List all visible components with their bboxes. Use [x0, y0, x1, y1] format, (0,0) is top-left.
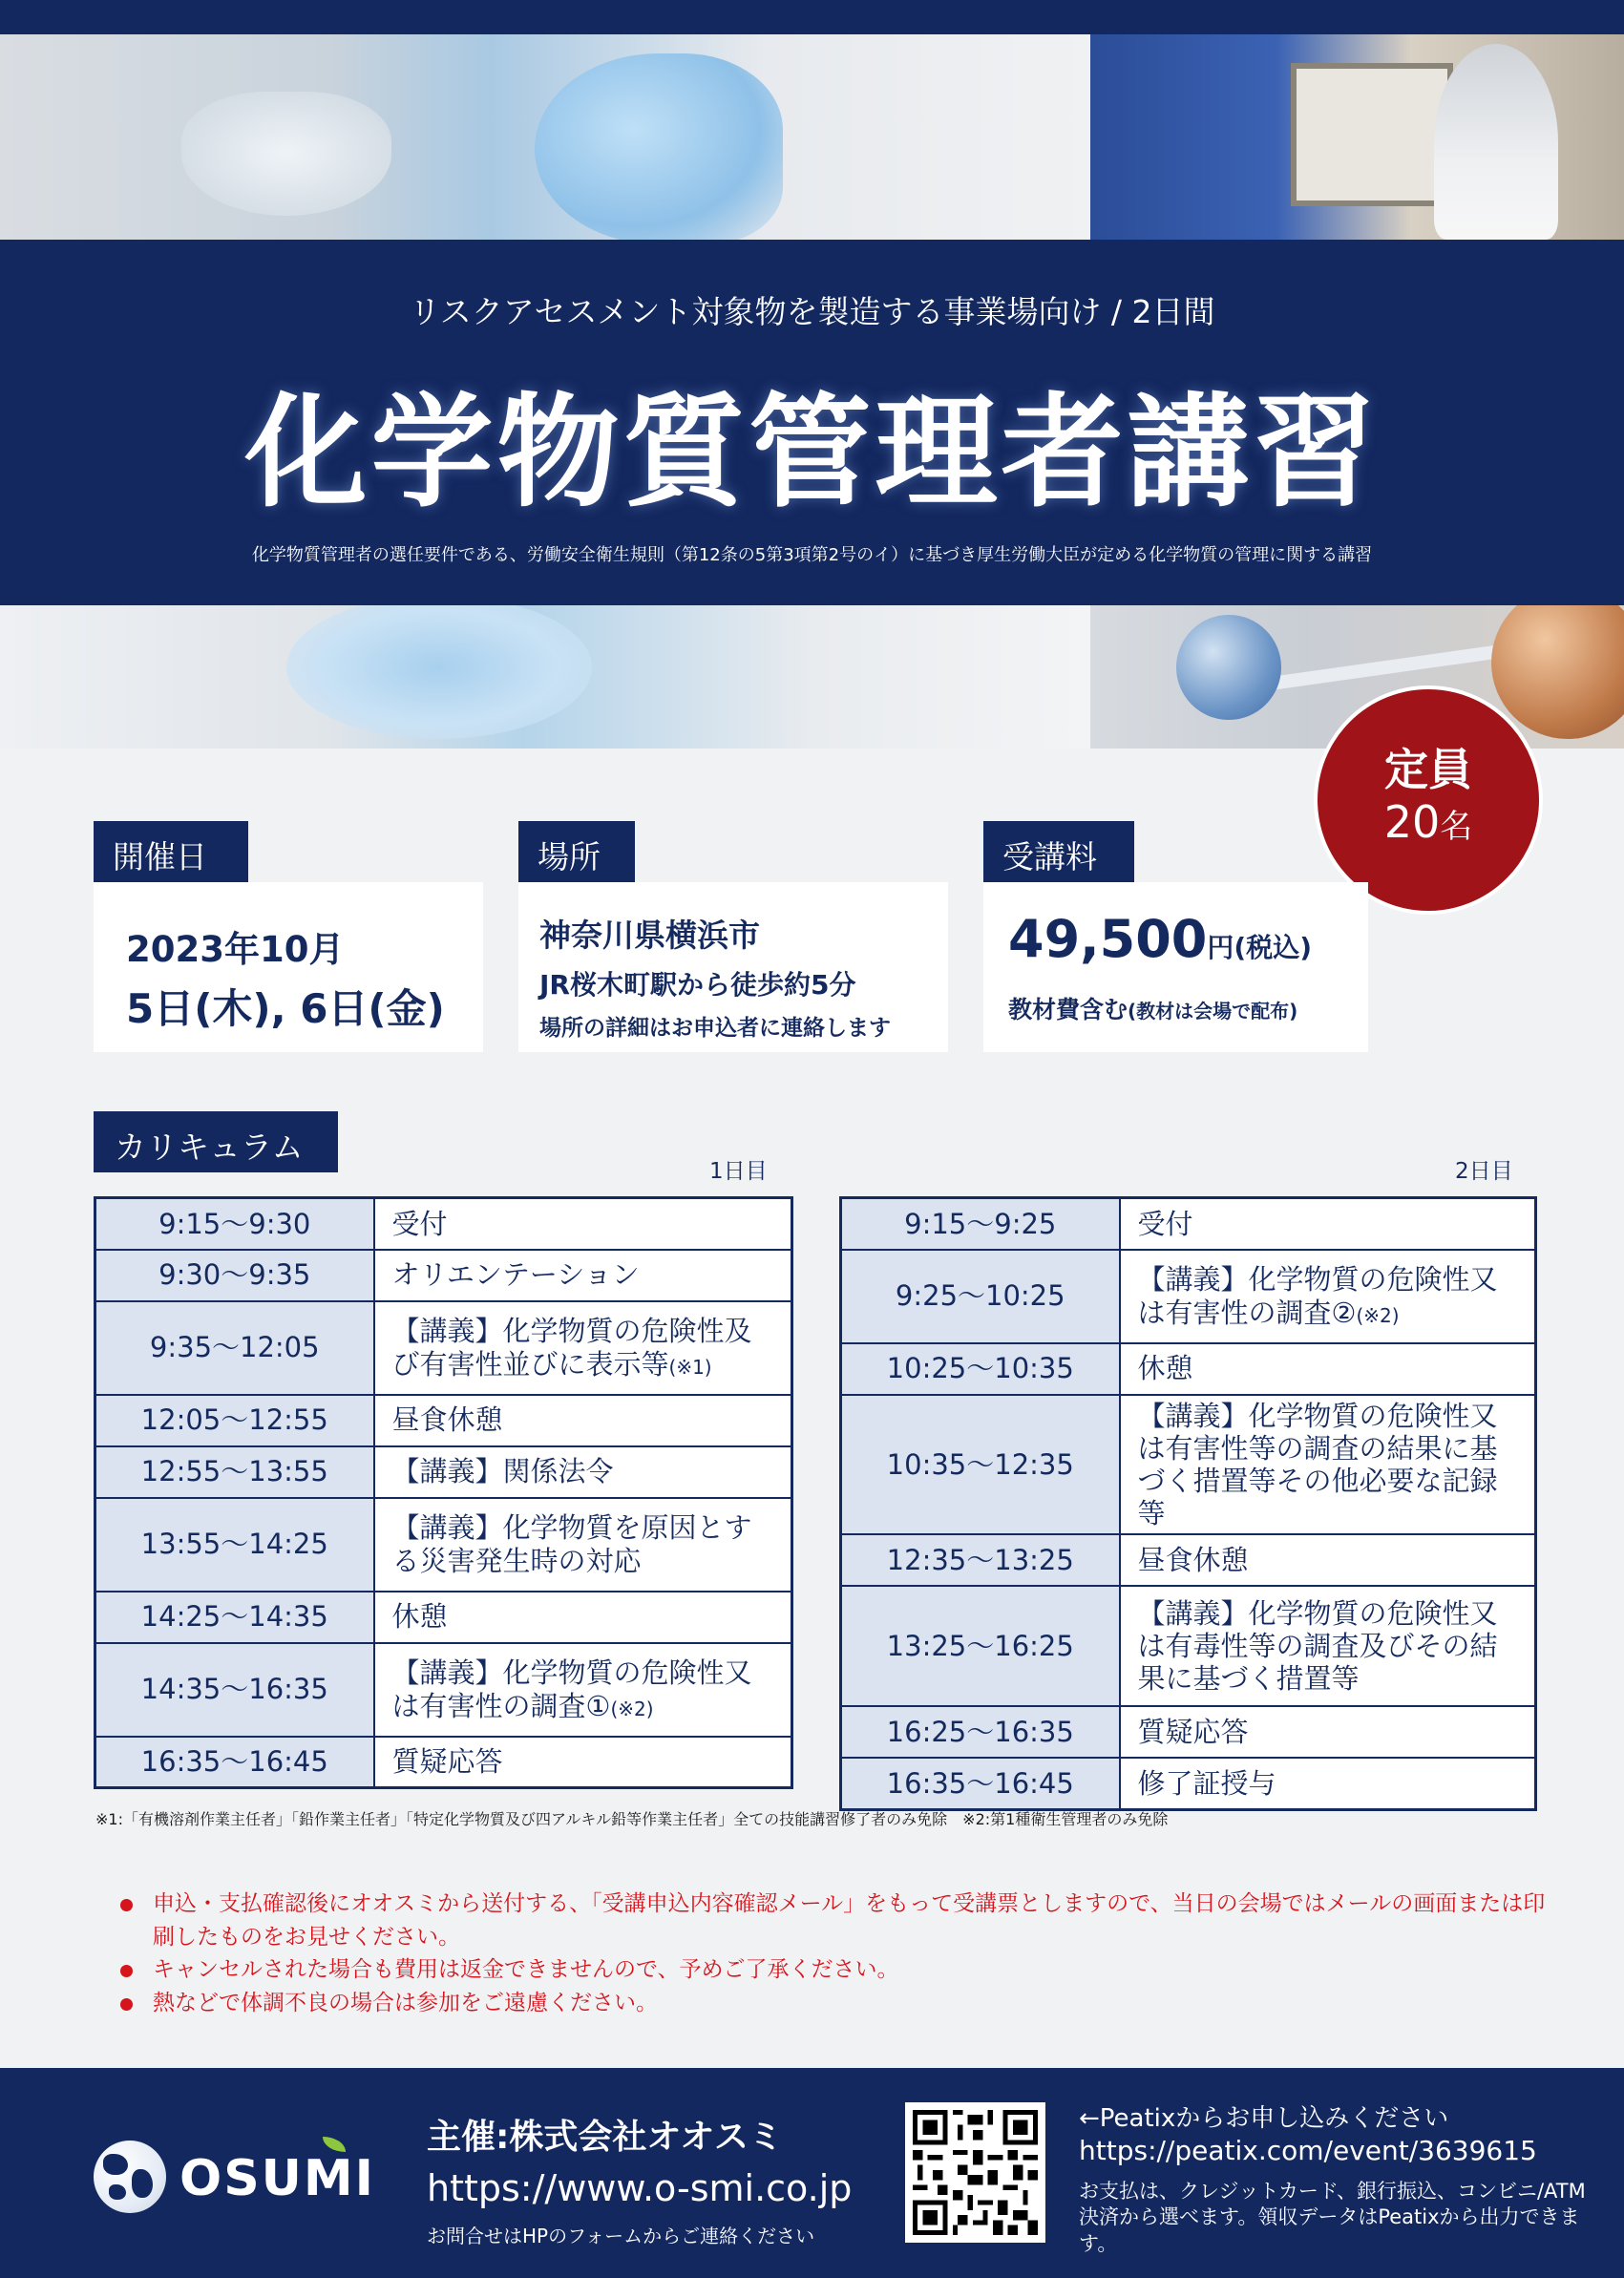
schedule-row: [841, 1198, 1536, 1250]
capacity-label: 定員: [1384, 744, 1472, 795]
schedule-item: [1120, 1395, 1536, 1535]
notice-item: [113, 1888, 1564, 1953]
contact-note: お問合せはHPのフォームからご連絡ください: [427, 2225, 815, 2247]
schedule-item: [374, 1395, 792, 1446]
schedule-row: [95, 1498, 792, 1592]
schedule-time: 9:15～9:30: [95, 1198, 374, 1250]
schedule-item-text: 【講義】化学物質の危険性又は有毒性等の調査及びその結果に基づく措置等: [1137, 1597, 1498, 1696]
schedule-item-text: 受付: [391, 1207, 448, 1240]
schedule-item-text: 【講義】化学物質を原因とする災害発生時の対応: [391, 1511, 752, 1577]
hero-note: 化学物質管理者の選任要件である、労働安全衛生規則（第12条の5第3項第2号のイ）に基づき厚生労働大臣が定める化学物質の管理に関する講習: [251, 545, 1373, 565]
organizer: 主催:株式会社オオスミ: [427, 2118, 783, 2157]
photo-glove-shape: [535, 53, 783, 240]
organizer-url-link[interactable]: https://www.o-smi.co.jp: [427, 2167, 853, 2209]
schedule-item: [1120, 1250, 1536, 1343]
capacity-badge: [1314, 686, 1543, 915]
hero-photo-lab: [0, 34, 1090, 240]
schedule-item-text: 【講義】化学物質の危険性又は有害性等の調査の結果に基づく措置等その他必要な記録等: [1137, 1399, 1498, 1530]
schedule-item: [374, 1301, 792, 1395]
schedule-time: 16:25～16:35: [841, 1706, 1120, 1758]
globe-land-shape: [132, 2169, 153, 2198]
schedule-item: [374, 1498, 792, 1592]
schedule-item: [374, 1643, 792, 1737]
schedule-item-text: 休憩: [391, 1600, 448, 1634]
globe-land-shape: [109, 2184, 126, 2200]
schedule-row: [841, 1586, 1536, 1706]
hero-photo-lab-bottom: [0, 605, 1090, 749]
place-heading: 場所: [518, 821, 635, 882]
schedule-item: [374, 1737, 792, 1788]
peatix-url-link[interactable]: https://peatix.com/event/3639615: [1079, 2135, 1537, 2166]
capacity-value: [1318, 796, 1539, 848]
schedule-time: 12:35～13:25: [841, 1534, 1120, 1586]
schedule-time: 10:35～12:35: [841, 1395, 1120, 1535]
schedule-item: [1120, 1758, 1536, 1809]
fee-sub-note: (教材は会場で配布): [1128, 1000, 1298, 1023]
photo-molecule-rod: [1262, 643, 1509, 691]
bullet-dot-icon: [120, 1998, 133, 2011]
payment-note: お支払は、クレジットカード、銀行振込、コンビニ/ATM決済から選べます。領収データはPeatixから出力できます。: [1079, 2180, 1586, 2255]
schedule-item-text: 修了証授与: [1137, 1767, 1276, 1801]
notice-text: 申込・支払確認後にオオスミから送付する、「受講申込内容確認メール」をもって受講票としますので、当日の会場ではメールの画面または印刷したものをお見せください。: [153, 1891, 1546, 1950]
schedule-row: [841, 1395, 1536, 1535]
schedule-item: [1120, 1706, 1536, 1758]
schedule-row: [841, 1534, 1536, 1586]
photo-molecule-ball: [1176, 615, 1281, 720]
schedule-item-text: 昼食休憩: [1137, 1544, 1249, 1577]
peatix-apply-label: ←Peatixからお申し込みください: [1079, 2104, 1449, 2133]
schedule-item: [1120, 1534, 1536, 1586]
schedule-row: [95, 1446, 792, 1498]
schedule-item-text: 【講義】関係法令: [391, 1455, 614, 1488]
top-bar: [0, 0, 1624, 34]
day1-schedule-table: [94, 1196, 793, 1789]
notice-text: 熱などで体調不良の場合は参加をご遠慮ください。: [153, 1990, 658, 2015]
notice-text: キャンセルされた場合も費用は返金できませんので、予めご了承ください。: [153, 1957, 899, 1982]
schedule-time: 10:25～10:35: [841, 1343, 1120, 1395]
day1-schedule-body: [95, 1198, 792, 1788]
date-box: [94, 882, 483, 1052]
schedule-row: [95, 1301, 792, 1395]
capacity-unit: 名: [1440, 808, 1473, 846]
schedule-item-text: 休憩: [1137, 1352, 1193, 1385]
schedule-item-note: (※1): [668, 1355, 712, 1379]
photo-worker-shape: [1434, 44, 1558, 240]
schedule-row: [95, 1250, 792, 1301]
schedule-time: 12:05～12:55: [95, 1395, 374, 1446]
curriculum-heading: カリキュラム: [94, 1111, 338, 1172]
day2-schedule-body: [841, 1198, 1536, 1810]
schedule-item: [1120, 1343, 1536, 1395]
date-days: 5日(木), 6日(金): [126, 985, 445, 1032]
qr-code-graphic: [913, 2110, 1038, 2235]
globe-logo-icon: [94, 2141, 166, 2213]
fee-amount: [1008, 909, 1312, 969]
bullet-dot-icon: [120, 1965, 133, 1977]
hero-subtitle: リスクアセスメント対象物を製造する事業場向け / 2日間: [409, 293, 1215, 330]
day2-schedule-table: [839, 1196, 1537, 1811]
schedule-row: [841, 1758, 1536, 1809]
bullet-dot-icon: [120, 1899, 133, 1911]
fee-unit: 円(税込): [1207, 932, 1312, 963]
fee-box: [983, 882, 1368, 1052]
schedule-time: 13:55～14:25: [95, 1498, 374, 1592]
schedule-row: [95, 1592, 792, 1643]
schedule-row: [95, 1737, 792, 1788]
photo-mask-shape: [181, 92, 391, 216]
fee-value: 49,500: [1008, 909, 1208, 969]
day1-label: 1日目: [709, 1159, 768, 1184]
place-access: JR桜木町駅から徒歩約5分: [539, 969, 856, 1001]
notice-list: [113, 1888, 1564, 2019]
schedule-item: [1120, 1198, 1536, 1250]
schedule-item-text: 【講義】化学物質の危険性又は有害性の調査①: [391, 1656, 752, 1722]
photo-molecule-ball: [1491, 605, 1624, 739]
schedule-item-note: (※2): [1356, 1303, 1400, 1327]
schedule-item-text: 質疑応答: [1137, 1716, 1249, 1749]
schedule-time: 9:30～9:35: [95, 1250, 374, 1301]
schedule-item-text: 受付: [1137, 1207, 1193, 1240]
hero-photo-factory: [1090, 34, 1624, 240]
schedule-item: [374, 1446, 792, 1498]
curriculum-footnote: ※1:「有機溶剤作業主任者」「鉛作業主任者」「特定化学物質及び四アルキル鉛等作業主任者」全ての技能講習修了者のみ免除 ※2:第1種衛生管理者のみ免除: [95, 1810, 1169, 1828]
page-title: 化学物質管理者講習: [244, 382, 1380, 524]
schedule-item-text: 【講義】化学物質の危険性及び有害性並びに表示等: [391, 1315, 752, 1381]
capacity-number: 20: [1383, 796, 1441, 848]
schedule-item-note: (※2): [610, 1697, 654, 1720]
place-box: [518, 882, 948, 1052]
place-city: 神奈川県横浜市: [539, 917, 760, 954]
schedule-time: 16:35～16:45: [95, 1737, 374, 1788]
notice-item: [113, 1953, 1564, 1987]
schedule-row: [841, 1250, 1536, 1343]
footer: [0, 2068, 1624, 2278]
schedule-item-text: 昼食休憩: [391, 1403, 503, 1437]
photo-glove-shape: [286, 605, 592, 739]
schedule-time: 14:25～14:35: [95, 1592, 374, 1643]
schedule-row: [95, 1643, 792, 1737]
schedule-time: 9:15～9:25: [841, 1198, 1120, 1250]
schedule-item: [1120, 1586, 1536, 1706]
schedule-time: 14:35～16:35: [95, 1643, 374, 1737]
schedule-row: [841, 1706, 1536, 1758]
photo-window-shape: [1291, 63, 1453, 206]
schedule-item: [374, 1592, 792, 1643]
schedule-item-text: 質疑応答: [391, 1745, 503, 1779]
schedule-item: [374, 1250, 792, 1301]
globe-land-shape: [103, 2154, 128, 2175]
schedule-item-text: 【講義】化学物質の危険性又は有害性の調査②: [1137, 1263, 1498, 1329]
fee-materials: [1008, 991, 1297, 1025]
schedule-row: [95, 1198, 792, 1250]
notice-item: [113, 1987, 1564, 2020]
qr-code-icon[interactable]: [905, 2102, 1045, 2243]
date-month: 2023年10月: [126, 929, 345, 970]
fee-sub: 教材費含む: [1008, 996, 1128, 1023]
schedule-time: 9:25～10:25: [841, 1250, 1120, 1343]
schedule-item: [374, 1198, 792, 1250]
schedule-row: [95, 1395, 792, 1446]
date-heading: 開催日: [94, 821, 248, 882]
schedule-time: 12:55～13:55: [95, 1446, 374, 1498]
schedule-item-text: オリエンテーション: [391, 1258, 640, 1292]
schedule-time: 9:35～12:05: [95, 1301, 374, 1395]
schedule-row: [841, 1343, 1536, 1395]
schedule-time: 13:25～16:25: [841, 1586, 1120, 1706]
place-detail-note: 場所の詳細はお申込者に連絡します: [539, 1016, 891, 1041]
company-logo-text: OSUMI: [179, 2150, 375, 2207]
schedule-time: 16:35～16:45: [841, 1758, 1120, 1809]
fee-heading: 受講料: [983, 821, 1134, 882]
day2-label: 2日目: [1455, 1159, 1513, 1184]
title-band: [0, 240, 1624, 605]
